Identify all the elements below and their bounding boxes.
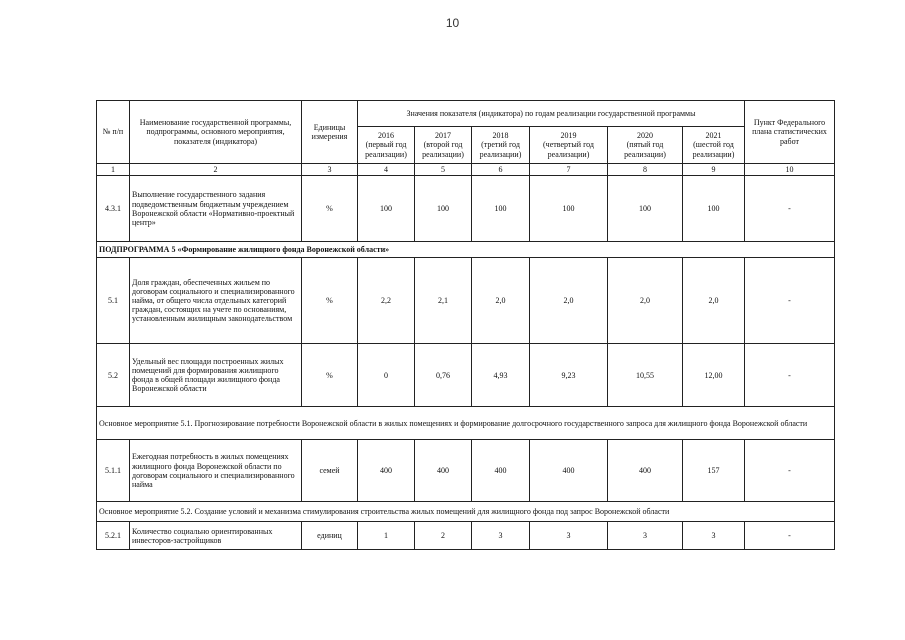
header-plan-item: Пункт Федерального плана статистических работ: [745, 101, 835, 164]
header-year-2021: 2021 (шестой год реализации): [683, 127, 745, 164]
row-value: 157: [683, 440, 745, 502]
row-plan-item: -: [745, 176, 835, 242]
row-value: 0: [358, 344, 415, 407]
table-row: [97, 522, 835, 550]
row-name: Ежегодная потребность в жилых помещениях жилищного фонда Воронежской области по договорам социального и специализированного найма: [130, 440, 302, 502]
row-value: 9,23: [530, 344, 608, 407]
index-row: [97, 164, 835, 176]
row-name: Выполнение государственного задания подведомственным бюджетным учреждением Воронежской области «Нормативно-проектный центр»: [130, 176, 302, 242]
row-plan-item: -: [745, 440, 835, 502]
row-plan-item: -: [745, 258, 835, 344]
table-row: [97, 344, 835, 407]
row-value: 100: [608, 176, 683, 242]
index-cell: 9: [683, 164, 745, 176]
row-value: 1: [358, 522, 415, 550]
row-unit: %: [302, 344, 358, 407]
index-cell: 2: [130, 164, 302, 176]
row-value: 2,1: [415, 258, 472, 344]
row-num: 5.1: [97, 258, 130, 344]
row-value: 0,76: [415, 344, 472, 407]
index-cell: 7: [530, 164, 608, 176]
main-activity-5-1: Основное мероприятие 5.1. Прогнозирование потребности Воронежской области в жилых помещениях и формирование долгосрочного государственного запроса для жилищного фонда Воронежской области: [97, 407, 835, 440]
row-value: 400: [358, 440, 415, 502]
row-name: Доля граждан, обеспеченных жильем по договорам социального и специализированного найма, от общего числа отдельных категорий граждан, состоящих на учете по основаниям, установленным жилищным законодательством: [130, 258, 302, 344]
header-name: Наименование государственной программы, подпрограммы, основного мероприятия, показателя (индикатора): [130, 101, 302, 164]
subprogram-heading: ПОДПРОГРАММА 5 «Формирование жилищного фонда Воронежской области»: [97, 242, 835, 258]
row-name: Количество социально ориентированных инвесторов-застройщиков: [130, 522, 302, 550]
index-cell: 5: [415, 164, 472, 176]
row-num: 5.2.1: [97, 522, 130, 550]
header-num: № п/п: [97, 101, 130, 164]
row-value: 400: [415, 440, 472, 502]
indicators-table: [96, 100, 835, 550]
row-value: 3: [530, 522, 608, 550]
row-value: 100: [530, 176, 608, 242]
row-value: 400: [530, 440, 608, 502]
row-num: 5.2: [97, 344, 130, 407]
row-value: 4,93: [472, 344, 530, 407]
row-plan-item: -: [745, 344, 835, 407]
index-cell: 8: [608, 164, 683, 176]
row-value: 100: [358, 176, 415, 242]
header-year-2019: 2019 (четвертый год реализации): [530, 127, 608, 164]
page-number: 10: [445, 16, 460, 30]
row-value: 2: [415, 522, 472, 550]
row-num: 4.3.1: [97, 176, 130, 242]
header-year-2016: 2016 (первый год реализации): [358, 127, 415, 164]
index-cell: 1: [97, 164, 130, 176]
index-cell: 3: [302, 164, 358, 176]
table-row: [97, 176, 835, 242]
header-year-2018: 2018 (третий год реализации): [472, 127, 530, 164]
header-unit: Единицы измерения: [302, 101, 358, 164]
row-value: 100: [472, 176, 530, 242]
row-unit: %: [302, 176, 358, 242]
row-value: 2,2: [358, 258, 415, 344]
header-year-2020: 2020 (пятый год реализации): [608, 127, 683, 164]
row-name: Удельный вес площади построенных жилых помещений для формирования жилищного фонда в общей площади жилищного фонда Воронежской области: [130, 344, 302, 407]
header-values: Значения показателя (индикатора) по годам реализации государственной программы: [358, 101, 745, 127]
row-value: 10,55: [608, 344, 683, 407]
row-num: 5.1.1: [97, 440, 130, 502]
row-value: 100: [415, 176, 472, 242]
row-value: 100: [683, 176, 745, 242]
row-value: 400: [608, 440, 683, 502]
row-value: 400: [472, 440, 530, 502]
row-value: 3: [608, 522, 683, 550]
row-value: 2,0: [530, 258, 608, 344]
row-value: 2,0: [683, 258, 745, 344]
main-activity-5-2: Основное мероприятие 5.2. Создание условий и механизма стимулирования строительства жилых помещений для жилищного фонда под запрос Воронежской области: [97, 502, 835, 522]
index-cell: 6: [472, 164, 530, 176]
row-plan-item: -: [745, 522, 835, 550]
table-row: [97, 258, 835, 344]
row-value: 12,00: [683, 344, 745, 407]
header-year-2017: 2017 (второй год реализации): [415, 127, 472, 164]
index-cell: 10: [745, 164, 835, 176]
row-value: 2,0: [472, 258, 530, 344]
row-unit: семей: [302, 440, 358, 502]
row-value: 3: [683, 522, 745, 550]
row-value: 2,0: [608, 258, 683, 344]
table-row: [97, 440, 835, 502]
index-cell: 4: [358, 164, 415, 176]
row-value: 3: [472, 522, 530, 550]
row-unit: %: [302, 258, 358, 344]
row-unit: единиц: [302, 522, 358, 550]
